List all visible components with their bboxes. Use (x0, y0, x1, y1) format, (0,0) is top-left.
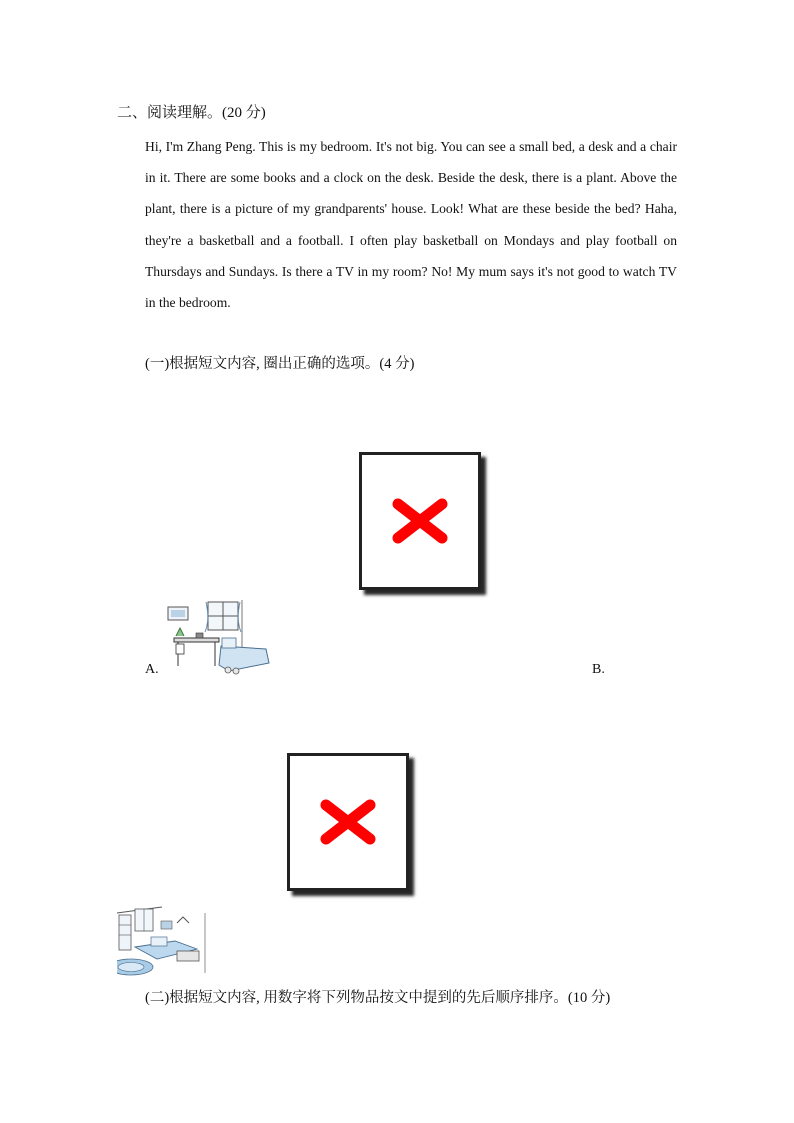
reading-passage: Hi, I'm Zhang Peng. This is my bedroom. It's not big. You can see a small bed, a desk and a chair in it. There are some books and a clock on the desk. Beside the desk, there is a plant. Above the plant, there is a picture of my grandparents' house. Look! What are these beside the bed? Haha, they're a basketball and a football. I often play basketball on Mondays and play football on Thursdays and Sundays. Is there a TV in my room? No! My mum says it's not good to watch TV in the bedroom. (145, 139, 677, 311)
bedroom-illustration-b (117, 903, 209, 977)
part1-instruction: (一)根据短文内容, 圈出正确的选项。(4 分) (145, 356, 415, 372)
broken-image-placeholder-1 (359, 452, 481, 590)
broken-image-placeholder-2 (287, 753, 409, 891)
option-a-label: A. (145, 662, 159, 677)
part2-instruction: (二)根据短文内容, 用数字将下列物品按文中提到的先后顺序排序。(10 分) (145, 990, 611, 1006)
broken-image-icon (390, 496, 450, 546)
broken-image-icon (318, 797, 378, 847)
bedroom-illustration-a (166, 600, 270, 675)
option-b-label: B. (592, 662, 605, 677)
section-title: 二、阅读理解。(20 分) (117, 105, 266, 121)
